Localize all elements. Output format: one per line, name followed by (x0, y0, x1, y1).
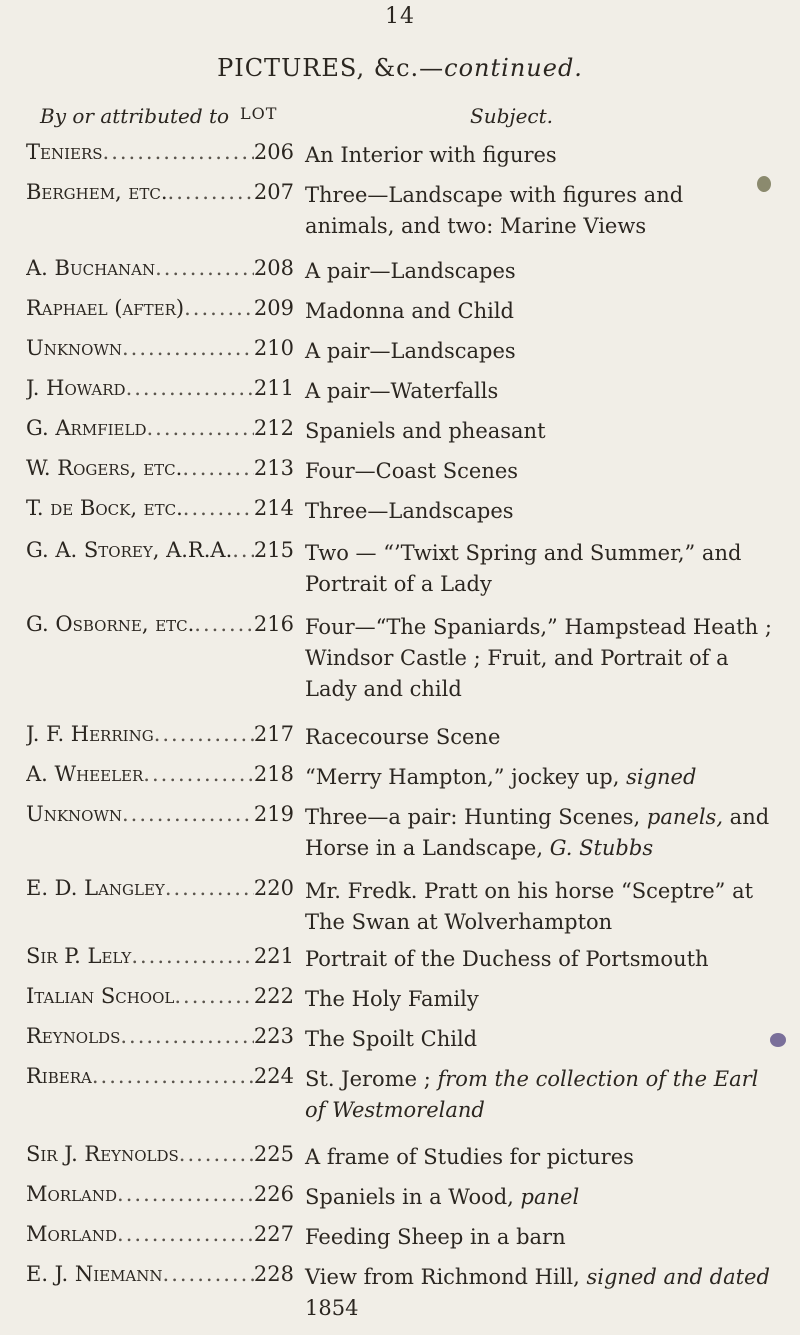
artist-name: Sir J. Reynolds (26, 1142, 179, 1166)
subject-text: A pair—Landscapes (305, 259, 516, 283)
artist-name: Teniers (26, 140, 103, 164)
artist-name: G. Armfield (26, 416, 147, 440)
leader-dots (182, 456, 254, 480)
artist-cell (26, 538, 294, 562)
lot-number: 208 (253, 256, 294, 280)
subject-text: Three—Landscape with figures and animals, and two: Marine Views (305, 183, 684, 238)
leader-dots (168, 180, 254, 204)
artist-name: G. Osborne, etc. (26, 612, 195, 636)
artist-column-header: By or attributed to (40, 104, 230, 128)
artist-cell (26, 1024, 294, 1048)
subject-cell (305, 1222, 775, 1253)
artist-name: E. J. Niemann (26, 1262, 163, 1286)
subject-text: Four—“The Spaniards,” Hampstead Heath ; Windsor Castle ; Fruit, and Portrait of a Lady and child (305, 615, 772, 701)
subject-text: Portrait of the Duchess of Portsmouth (305, 947, 709, 971)
subject-text: and Horse in a Landscape, (305, 805, 770, 860)
lot-number: 209 (253, 296, 294, 320)
artist-cell (26, 336, 294, 360)
subject-cell (305, 296, 775, 327)
lot-number: 206 (253, 140, 294, 164)
subject-cell (305, 876, 775, 938)
lot-number: 210 (253, 336, 294, 360)
leader-dots (120, 1024, 254, 1048)
artist-cell (26, 140, 294, 164)
subject-text: signed (626, 765, 697, 789)
lot-number: 212 (253, 416, 294, 440)
subject-cell (305, 496, 775, 527)
subject-cell (305, 416, 775, 447)
leader-dots (146, 416, 253, 440)
lot-number: 213 (253, 456, 294, 480)
lot-number: 214 (253, 496, 294, 520)
artist-name: J. Howard (26, 376, 126, 400)
artist-cell (26, 802, 294, 826)
artist-name: E. D. Langley (26, 876, 165, 900)
subject-cell (305, 1024, 775, 1055)
lot-number: 219 (253, 802, 294, 826)
subject-text: Feeding Sheep in a barn (305, 1225, 566, 1249)
leader-dots (232, 538, 254, 562)
leader-dots (143, 762, 254, 786)
subject-cell (305, 140, 775, 171)
artist-cell (26, 1222, 294, 1246)
subject-text: An Interior with figures (305, 143, 557, 167)
lot-number: 215 (253, 538, 294, 562)
lot-number: 224 (253, 1064, 294, 1088)
subject-cell (305, 538, 775, 600)
subject-text: The Holy Family (305, 987, 479, 1011)
artist-cell (26, 456, 294, 480)
subject-cell (305, 762, 775, 793)
subject-cell (305, 944, 775, 975)
artist-cell (26, 296, 294, 320)
artist-name: Sir P. Lely (26, 944, 132, 968)
subject-text: Spaniels and pheasant (305, 419, 546, 443)
leader-dots (126, 376, 254, 400)
page-heading (0, 54, 800, 82)
leader-dots (103, 140, 254, 164)
artist-name: A. Wheeler (26, 762, 144, 786)
subject-text: Mr. Fredk. Pratt on his horse “Sceptre” at The Swan at Wolverhampton (305, 879, 754, 934)
subject-cell (305, 1262, 775, 1324)
subject-cell (305, 802, 775, 864)
subject-cell (305, 1142, 775, 1173)
lot-number: 217 (253, 722, 294, 746)
leader-dots (154, 722, 254, 746)
artist-name: T. de Bock, etc. (26, 496, 183, 520)
subject-text: A pair—Waterfalls (305, 379, 499, 403)
subject-cell (305, 376, 775, 407)
artist-cell (26, 256, 294, 280)
subject-cell (305, 456, 775, 487)
leader-dots (117, 1222, 254, 1246)
leader-dots (174, 984, 254, 1008)
lot-column-header: LOT (240, 104, 278, 123)
subject-cell (305, 180, 775, 242)
margin-mark (770, 1033, 786, 1047)
subject-text: G. Stubbs (549, 836, 654, 860)
artist-cell (26, 722, 294, 746)
artist-cell (26, 1262, 294, 1286)
subject-text: from the collection of the Earl of Westmoreland (305, 1067, 759, 1122)
leader-dots (165, 876, 254, 900)
subject-text: Two — “’Twixt Spring and Summer,” and Portrait of a Lady (305, 541, 742, 596)
subject-text: signed and dated (586, 1265, 770, 1289)
subject-text: Madonna and Child (305, 299, 514, 323)
artist-name: Unknown (26, 336, 122, 360)
subject-cell (305, 984, 775, 1015)
page-number: 14 (385, 4, 415, 29)
heading-italic: continued. (444, 54, 583, 82)
artist-name: Unknown (26, 802, 122, 826)
lot-number: 220 (253, 876, 294, 900)
subject-text: Three—a pair: Hunting Scenes, (305, 805, 647, 829)
artist-cell (26, 1064, 294, 1088)
subject-cell (305, 1182, 775, 1213)
leader-dots (122, 336, 254, 360)
artist-cell (26, 496, 294, 520)
artist-name: W. Rogers, etc. (26, 456, 183, 480)
subject-text: panel (520, 1185, 580, 1209)
artist-cell (26, 876, 294, 900)
artist-name: Morland (26, 1222, 118, 1246)
artist-cell (26, 376, 294, 400)
subject-text: Four—Coast Scenes (305, 459, 519, 483)
lot-number: 223 (253, 1024, 294, 1048)
artist-name: Reynolds (26, 1024, 121, 1048)
subject-text: 1854 (305, 1296, 359, 1320)
subject-text: St. Jerome ; (305, 1067, 438, 1091)
heading-main: PICTURES, &c.— (217, 54, 445, 82)
subject-text: A frame of Studies for pictures (305, 1145, 634, 1169)
artist-name: J. F. Herring (26, 722, 154, 746)
lot-number: 221 (253, 944, 294, 968)
margin-mark (757, 176, 771, 192)
subject-cell (305, 612, 775, 705)
artist-name: Italian School (26, 984, 175, 1008)
lot-number: 218 (253, 762, 294, 786)
leader-dots (194, 612, 254, 636)
artist-name: G. A. Storey, A.R.A. (26, 538, 233, 562)
subject-text: Three—Landscapes (305, 499, 514, 523)
subject-text: Spaniels in a Wood, (305, 1185, 521, 1209)
subject-text: The Spoilt Child (305, 1027, 478, 1051)
lot-number: 227 (253, 1222, 294, 1246)
leader-dots (92, 1064, 254, 1088)
artist-name: Raphael (after) (26, 296, 185, 320)
lot-number: 225 (253, 1142, 294, 1166)
leader-dots (184, 296, 254, 320)
artist-cell (26, 180, 294, 204)
leader-dots (183, 496, 254, 520)
subject-text: A pair—Landscapes (305, 339, 516, 363)
artist-cell (26, 612, 294, 636)
leader-dots (117, 1182, 254, 1206)
artist-name: Ribera (26, 1064, 92, 1088)
lot-number: 216 (253, 612, 294, 636)
artist-name: A. Buchanan (26, 256, 156, 280)
lot-number: 226 (253, 1182, 294, 1206)
artist-cell (26, 984, 294, 1008)
leader-dots (131, 944, 254, 968)
lot-number: 211 (253, 376, 294, 400)
lot-number: 228 (253, 1262, 294, 1286)
subject-column-header: Subject. (470, 104, 554, 128)
artist-cell (26, 762, 294, 786)
subject-text: View from Richmond Hill, (305, 1265, 587, 1289)
subject-text: panels, (646, 805, 723, 829)
leader-dots (155, 256, 254, 280)
artist-name: Berghem, etc. (26, 180, 168, 204)
leader-dots (179, 1142, 254, 1166)
artist-cell (26, 416, 294, 440)
lot-number: 222 (253, 984, 294, 1008)
leader-dots (163, 1262, 254, 1286)
artist-cell (26, 1142, 294, 1166)
subject-cell (305, 722, 775, 753)
subject-cell (305, 1064, 775, 1126)
artist-name: Morland (26, 1182, 118, 1206)
artist-cell (26, 944, 294, 968)
artist-cell (26, 1182, 294, 1206)
lot-number: 207 (253, 180, 294, 204)
subject-text: Racecourse Scene (305, 725, 501, 749)
subject-cell (305, 256, 775, 287)
leader-dots (122, 802, 254, 826)
subject-text: “Merry Hampton,” jockey up, (305, 765, 627, 789)
subject-cell (305, 336, 775, 367)
